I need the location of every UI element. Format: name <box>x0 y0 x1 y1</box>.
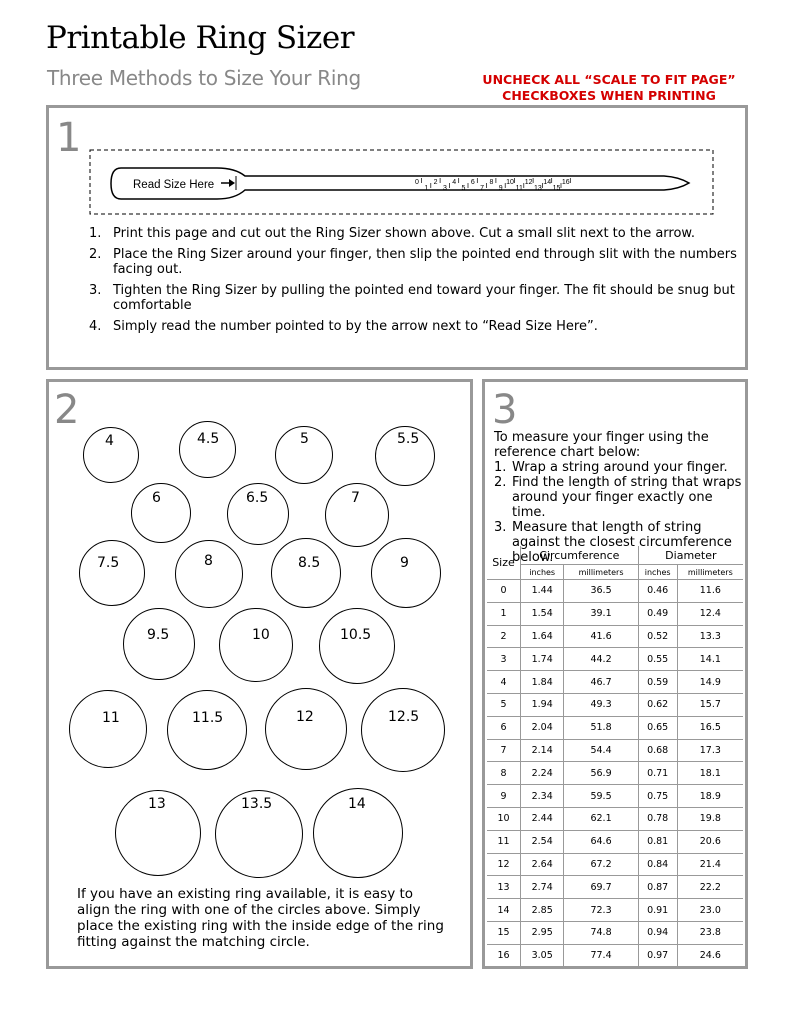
method-3-number: 3 <box>492 387 518 433</box>
step-number: 1. <box>494 460 507 475</box>
circumference-mm-cell: 46.7 <box>564 671 638 694</box>
diameter-mm-cell: 23.0 <box>677 899 743 922</box>
ring-size-label: 5.5 <box>397 431 420 447</box>
scale-number-bottom: 11 <box>515 185 523 192</box>
diameter-mm-cell: 21.4 <box>677 853 743 876</box>
diameter-mm-cell: 24.6 <box>677 944 743 967</box>
table-row <box>487 876 743 899</box>
print-warning-line-2: CHECKBOXES WHEN PRINTING <box>502 88 716 103</box>
table-row <box>487 921 743 944</box>
diameter-mm-cell: 13.3 <box>677 625 743 648</box>
diameter-inches-cell: 0.68 <box>638 739 677 762</box>
table-row <box>487 853 743 876</box>
diameter-mm-cell: 14.1 <box>677 648 743 671</box>
step-number: 3. <box>494 520 507 535</box>
diameter-inches-cell: 0.78 <box>638 807 677 830</box>
method-3-instructions <box>494 430 744 565</box>
step-number: 3. <box>89 283 102 298</box>
diameter-mm-cell: 15.7 <box>677 693 743 716</box>
circumference-mm-cell: 69.7 <box>564 876 638 899</box>
measure-step <box>494 475 744 520</box>
ring-size-label: 13.5 <box>241 796 273 812</box>
table-row <box>487 580 743 603</box>
table-row <box>487 693 743 716</box>
circumference-mm-cell: 39.1 <box>564 602 638 625</box>
circumference-mm-cell: 51.8 <box>564 716 638 739</box>
step-text: Tighten the Ring Sizer by pulling the pointed end toward your finger. The fit should be snug but comfortable <box>113 283 735 313</box>
table-row <box>487 830 743 853</box>
print-warning <box>478 72 740 104</box>
diameter-mm-cell: 14.9 <box>677 671 743 694</box>
diameter-mm-cell: 20.6 <box>677 830 743 853</box>
diameter-mm-cell: 22.2 <box>677 876 743 899</box>
ring-size-label: 8 <box>204 553 213 569</box>
circumference-inches-cell: 2.34 <box>520 785 563 808</box>
table-row <box>487 648 743 671</box>
ring-circle <box>361 688 445 772</box>
circumference-inches-cell: 1.74 <box>520 648 563 671</box>
circumference-mm-cell: 59.5 <box>564 785 638 808</box>
scale-number-bottom: 9 <box>498 185 503 192</box>
size-cell: 13 <box>487 876 520 899</box>
circumference-mm-cell: 44.2 <box>564 648 638 671</box>
method-1-steps <box>89 226 739 340</box>
diameter-mm-cell: 18.9 <box>677 785 743 808</box>
ring-circle <box>371 538 441 608</box>
size-cell: 7 <box>487 739 520 762</box>
diameter-inches-cell: 0.62 <box>638 693 677 716</box>
read-size-label: Read Size Here <box>133 179 215 191</box>
scale-number-bottom: 7 <box>480 185 485 192</box>
method-1-panel <box>46 105 748 370</box>
size-cell: 0 <box>487 580 520 603</box>
step-number: 4. <box>89 319 102 334</box>
instruction-step <box>89 247 739 277</box>
step-number: 1. <box>89 226 102 241</box>
circumference-inches-cell: 1.64 <box>520 625 563 648</box>
diameter-inches-cell: 0.87 <box>638 876 677 899</box>
print-warning-line-1: UNCHECK ALL “SCALE TO FIT PAGE” <box>482 72 736 87</box>
measure-step <box>494 460 744 475</box>
circumference-mm-header: millimeters <box>564 565 638 580</box>
circumference-inches-header: inches <box>520 565 563 580</box>
circumference-mm-cell: 49.3 <box>564 693 638 716</box>
diameter-inches-cell: 0.94 <box>638 921 677 944</box>
table-row <box>487 602 743 625</box>
scale-number-bottom: 3 <box>442 185 447 192</box>
scale-number-top: 2 <box>433 179 438 186</box>
circumference-mm-cell: 36.5 <box>564 580 638 603</box>
method-2-instructions: If you have an existing ring available, it is easy to align the ring with one of the circles above. Simply place the existing ring with the inside edge of the ring fitting against the matching circle. <box>77 886 444 950</box>
col-diameter-header: Diameter <box>638 546 743 565</box>
diameter-mm-cell: 18.1 <box>677 762 743 785</box>
ring-size-label: 4.5 <box>197 431 220 447</box>
ring-size-label: 8.5 <box>298 555 321 571</box>
table-row <box>487 899 743 922</box>
diameter-inches-cell: 0.49 <box>638 602 677 625</box>
size-cell: 4 <box>487 671 520 694</box>
circumference-inches-cell: 2.54 <box>520 830 563 853</box>
ring-circle <box>265 688 347 770</box>
ring-size-chart <box>487 546 743 968</box>
ring-circle <box>175 540 243 608</box>
ring-circle <box>131 483 191 543</box>
ring-size-label: 12.5 <box>388 709 420 725</box>
size-cell: 9 <box>487 785 520 808</box>
method-2-number: 2 <box>54 387 80 433</box>
ring-size-label: 9.5 <box>147 627 170 643</box>
page-title: Printable Ring Sizer <box>46 20 355 56</box>
scale-number-top: 8 <box>489 179 494 186</box>
col-size-header: Size <box>487 546 520 580</box>
ring-sizer-strip <box>89 148 715 218</box>
diameter-inches-cell: 0.71 <box>638 762 677 785</box>
diameter-mm-header: millimeters <box>677 565 743 580</box>
diameter-inches-cell: 0.59 <box>638 671 677 694</box>
circumference-inches-cell: 2.44 <box>520 807 563 830</box>
ring-size-label: 14 <box>348 796 366 812</box>
table-row <box>487 625 743 648</box>
diameter-inches-cell: 0.97 <box>638 944 677 967</box>
ring-size-label: 9 <box>400 555 409 571</box>
size-cell: 8 <box>487 762 520 785</box>
circumference-mm-cell: 56.9 <box>564 762 638 785</box>
ring-size-label: 13 <box>148 796 166 812</box>
table-row <box>487 785 743 808</box>
table-row <box>487 739 743 762</box>
size-cell: 11 <box>487 830 520 853</box>
diameter-mm-cell: 16.5 <box>677 716 743 739</box>
circumference-inches-cell: 2.64 <box>520 853 563 876</box>
size-cell: 12 <box>487 853 520 876</box>
size-cell: 15 <box>487 921 520 944</box>
col-circumference-header: Circumference <box>520 546 638 565</box>
table-row <box>487 716 743 739</box>
scale-number-bottom: 13 <box>534 185 542 192</box>
ring-circle <box>69 690 147 768</box>
scale-number-top: 4 <box>452 179 457 186</box>
circumference-inches-cell: 2.14 <box>520 739 563 762</box>
circumference-inches-cell: 1.54 <box>520 602 563 625</box>
table-row <box>487 944 743 967</box>
diameter-inches-cell: 0.75 <box>638 785 677 808</box>
circumference-mm-cell: 64.6 <box>564 830 638 853</box>
scale-number-bottom: 1 <box>424 185 429 192</box>
step-text: Place the Ring Sizer around your finger, then slip the pointed end through slit with the numbers facing out. <box>113 247 737 277</box>
ring-circle <box>123 608 195 680</box>
scale-number-top: 10 <box>506 179 514 186</box>
table-row <box>487 762 743 785</box>
ring-circle <box>179 421 236 478</box>
method-3-panel <box>482 379 748 969</box>
step-text: Wrap a string around your finger. <box>512 460 728 475</box>
ring-circle <box>219 608 293 682</box>
size-cell: 6 <box>487 716 520 739</box>
diameter-inches-cell: 0.46 <box>638 580 677 603</box>
circumference-inches-cell: 2.04 <box>520 716 563 739</box>
size-cell: 1 <box>487 602 520 625</box>
circumference-mm-cell: 54.4 <box>564 739 638 762</box>
circumference-inches-cell: 2.95 <box>520 921 563 944</box>
ring-size-label: 10 <box>252 627 270 643</box>
circumference-mm-cell: 74.8 <box>564 921 638 944</box>
size-cell: 10 <box>487 807 520 830</box>
step-number: 2. <box>494 475 507 490</box>
table-row <box>487 807 743 830</box>
size-cell: 14 <box>487 899 520 922</box>
step-text: Measure that length of string against the closest circumference below. <box>512 520 732 565</box>
ring-size-label: 5 <box>300 431 309 447</box>
size-cell: 2 <box>487 625 520 648</box>
ring-size-label: 12 <box>296 709 314 725</box>
circumference-mm-cell: 72.3 <box>564 899 638 922</box>
instruction-step <box>89 319 739 334</box>
diameter-inches-header: inches <box>638 565 677 580</box>
instruction-step <box>89 283 739 313</box>
step-text: Simply read the number pointed to by the arrow next to “Read Size Here”. <box>113 319 598 334</box>
circumference-inches-cell: 1.44 <box>520 580 563 603</box>
diameter-inches-cell: 0.84 <box>638 853 677 876</box>
circumference-inches-cell: 3.05 <box>520 944 563 967</box>
ring-size-label: 4 <box>105 433 114 449</box>
diameter-mm-cell: 12.4 <box>677 602 743 625</box>
table-row <box>487 671 743 694</box>
method-1-number: 1 <box>56 115 82 161</box>
ring-circle <box>167 690 247 770</box>
scale-number-top: 0 <box>415 179 419 186</box>
scale-number-top: 6 <box>470 179 475 186</box>
step-number: 2. <box>89 247 102 262</box>
method-2-panel <box>46 379 473 969</box>
page-subtitle: Three Methods to Size Your Ring <box>47 66 361 90</box>
ring-circle <box>79 540 145 606</box>
ring-size-label: 11.5 <box>192 710 224 726</box>
instruction-step <box>89 226 739 241</box>
circumference-inches-cell: 2.24 <box>520 762 563 785</box>
scale-number-bottom: 5 <box>461 185 466 192</box>
step-text: Print this page and cut out the Ring Sizer shown above. Cut a small slit next to the arrow. <box>113 226 695 241</box>
scale-number-bottom: 15 <box>552 185 561 192</box>
circumference-inches-cell: 1.94 <box>520 693 563 716</box>
circumference-inches-cell: 1.84 <box>520 671 563 694</box>
ring-size-label: 7.5 <box>97 555 120 571</box>
circumference-mm-cell: 41.6 <box>564 625 638 648</box>
diameter-mm-cell: 19.8 <box>677 807 743 830</box>
ring-size-label: 10.5 <box>340 627 372 643</box>
ring-size-label: 7 <box>351 490 360 506</box>
scale-number-top: 14 <box>543 179 552 186</box>
circumference-inches-cell: 2.85 <box>520 899 563 922</box>
circumference-mm-cell: 77.4 <box>564 944 638 967</box>
diameter-inches-cell: 0.52 <box>638 625 677 648</box>
ring-size-label: 11 <box>102 710 120 726</box>
diameter-inches-cell: 0.65 <box>638 716 677 739</box>
diameter-mm-cell: 11.6 <box>677 580 743 603</box>
ring-size-label: 6.5 <box>246 490 269 506</box>
method-3-intro: To measure your finger using the reference chart below: <box>494 430 709 460</box>
size-cell: 16 <box>487 944 520 967</box>
scale-number-top: 16 <box>561 179 570 186</box>
ring-size-label: 6 <box>152 490 161 506</box>
circumference-mm-cell: 62.1 <box>564 807 638 830</box>
ring-circle <box>319 608 395 684</box>
diameter-mm-cell: 23.8 <box>677 921 743 944</box>
diameter-inches-cell: 0.55 <box>638 648 677 671</box>
circumference-mm-cell: 67.2 <box>564 853 638 876</box>
size-cell: 3 <box>487 648 520 671</box>
diameter-inches-cell: 0.91 <box>638 899 677 922</box>
diameter-mm-cell: 17.3 <box>677 739 743 762</box>
circumference-inches-cell: 2.74 <box>520 876 563 899</box>
step-text: Find the length of string that wraps around your finger exactly one time. <box>512 475 742 520</box>
scale-number-top: 12 <box>524 179 533 186</box>
diameter-inches-cell: 0.81 <box>638 830 677 853</box>
size-cell: 5 <box>487 693 520 716</box>
ring-circle <box>271 538 341 608</box>
